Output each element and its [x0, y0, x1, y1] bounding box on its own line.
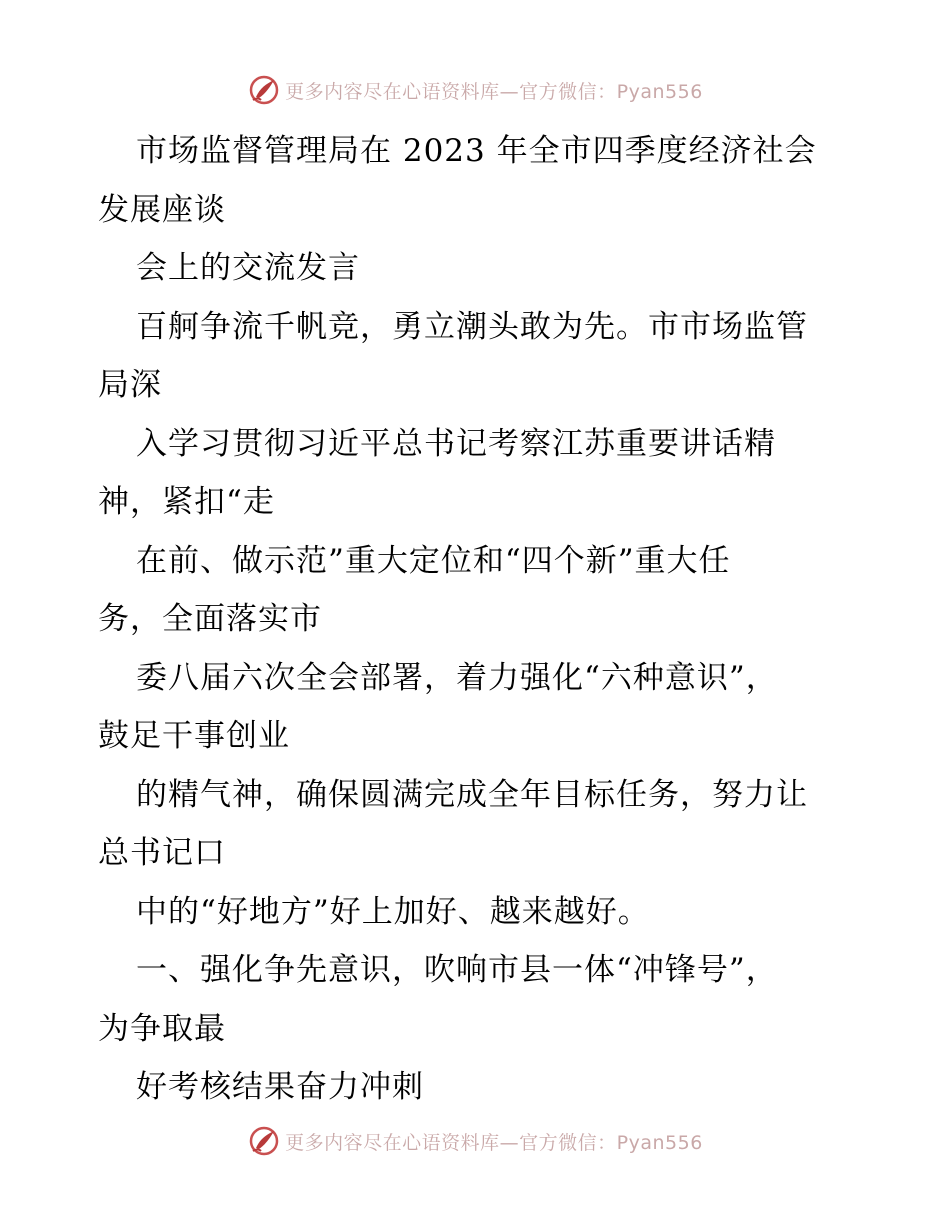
text-line: 为争取最 — [98, 1010, 226, 1047]
header-watermark — [0, 70, 950, 110]
watermark-text: 更多内容尽在心语资料库—官方微信：Pyan556 — [285, 80, 703, 103]
text-line: 神，紧扣“走 — [98, 484, 275, 520]
text-line: 市场监督管理局在 2023 年全市四季度经济社会 — [136, 133, 817, 169]
red-brush-logo-icon — [247, 73, 281, 107]
text-line: 委八届六次全会部署，着力强化“六种意识”， — [136, 659, 778, 696]
red-brush-logo-icon — [247, 1124, 281, 1158]
text-line: 入学习贯彻习近平总书记考察江苏重要讲话精 — [136, 425, 776, 462]
document-body — [98, 122, 858, 1117]
text-line: 的精气神，确保圆满完成全年目标任务，努力让 — [136, 776, 808, 813]
text-line: 总书记口 — [98, 835, 226, 871]
footer-watermark — [0, 1121, 950, 1161]
text-line: 发展座谈 — [98, 191, 226, 228]
text-line: 中的“好地方”好上加好、越来越好。 — [136, 893, 650, 930]
text-line: 在前、做示范”重大定位和“四个新”重大任 — [136, 542, 731, 579]
watermark-text: 更多内容尽在心语资料库—官方微信：Pyan556 — [285, 1131, 703, 1154]
text-line: 务，全面落实市 — [98, 601, 322, 637]
text-line: 局深 — [98, 367, 162, 403]
text-line: 一、强化争先意识，吹响市县一体“冲锋号”， — [136, 952, 778, 988]
text-line: 百舸争流千帆竞，勇立潮头敢为先。市市场监管 — [136, 308, 808, 345]
text-line: 会上的交流发言 — [136, 250, 360, 286]
text-line: 好考核结果奋力冲刺 — [136, 1069, 424, 1105]
text-line: 鼓足干事创业 — [98, 718, 290, 754]
